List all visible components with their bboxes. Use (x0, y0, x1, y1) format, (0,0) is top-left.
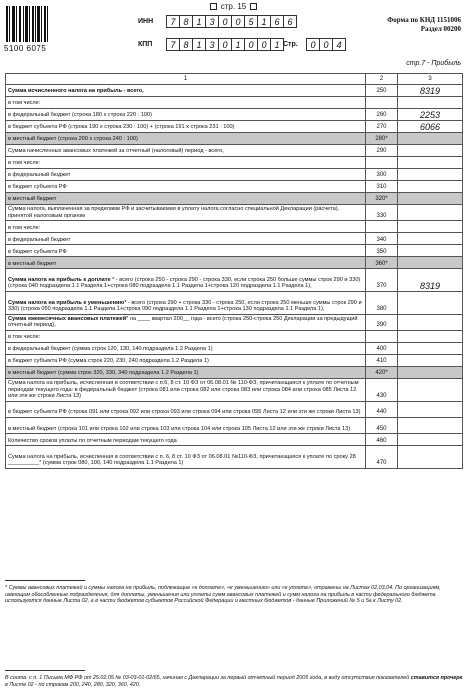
row-value (398, 342, 463, 354)
kpp-digit: 0 (218, 38, 232, 51)
row-description: в федеральный бюджет (6, 169, 366, 181)
table-row (6, 85, 463, 97)
row-code: 400 (366, 342, 398, 354)
row-code: 390 (366, 314, 398, 330)
row-code: 360* (366, 257, 398, 269)
inn-digit: 3 (205, 15, 219, 28)
row-code: 300 (366, 169, 398, 181)
kpp-label: КПП (138, 41, 153, 48)
row-value (398, 401, 463, 417)
row-description: в федеральный бюджет (сумма строк 120, 130, 140 подраздела 1.2 Раздела 1) (6, 342, 366, 354)
table-row (6, 342, 463, 354)
table-row (6, 378, 463, 401)
row-description: в том числе: (6, 221, 366, 233)
row-code: 430 (366, 378, 398, 401)
str-cells (306, 38, 345, 51)
row-description: в бюджет субъекта РФ (строка 190 х строка 230 : 100) + (строка 191 х строка 231 : 100) (6, 121, 366, 133)
kpp-digit: 3 (205, 38, 219, 51)
row-description: в местный бюджет (строка 200 х строка 240 : 100) (6, 133, 366, 145)
row-value (398, 257, 463, 269)
table-row (6, 245, 463, 257)
footnote-1: * Суммы авансовых платежей и суммы налога на прибыль, подлежащие «к доплате», «к уменьшению» или «к уплате», отражены на Листах 02,03,04. По организациям, имеющим обособленные подразделения, для доплаты, уменьшения или уплаты сумм авансовых платежей и сумм налога на прибыль в части федерального бюджета используются данные Листа 02, а в части бюджетов субъектов Российской Федерации и местных бюджетов - данные Приложений № 5 и 5а к Листу 02. (5, 585, 441, 604)
row-description: в местный бюджет (сумма строк 320, 330, 340 подраздела 1.2 Раздела 1) (6, 366, 366, 378)
row-value (398, 378, 463, 401)
kpp-digit: 0 (244, 38, 258, 51)
table-row (6, 291, 463, 314)
row-value (398, 314, 463, 330)
row-value: 8319 (398, 85, 463, 97)
row-value (398, 221, 463, 233)
table-row (6, 109, 463, 121)
row-description: в бюджет субъекта РФ (6, 245, 366, 257)
kpp-cells (166, 38, 283, 51)
table-row (6, 233, 463, 245)
row-code (366, 157, 398, 169)
sheet-label: стр.7 - Прибыль (406, 60, 461, 67)
row-code: 420* (366, 366, 398, 378)
inn-label: ИНН (138, 18, 154, 25)
row-code: 330 (366, 205, 398, 221)
row-code: 470 (366, 446, 398, 469)
table-row (6, 221, 463, 233)
inn-cells (166, 15, 296, 28)
row-value: 2253 (398, 109, 463, 121)
row-code: 370 (366, 269, 398, 292)
page-marker-right (250, 3, 257, 10)
barcode-image (6, 6, 48, 42)
table-row (6, 121, 463, 133)
table-header-row (6, 74, 463, 85)
inn-digit: 6 (283, 15, 297, 28)
row-description: в том числе: (6, 157, 366, 169)
table-row (6, 269, 463, 292)
row-code: 410 (366, 354, 398, 366)
table-row (6, 446, 463, 469)
row-value (398, 434, 463, 446)
kpp-digit: 8 (179, 38, 193, 51)
row-code: 380 (366, 291, 398, 314)
table-row (6, 205, 463, 221)
row-description: Количество сроков уплаты по отчетным периодам текущего года (6, 434, 366, 446)
row-description: Сумма налога на прибыль к доплате * - всего (строка 250 - строка 290 - строка 330, если строка 250 больше суммы строк 290 и 330) (строка 040 подраздела 1.1 Раздела 1+строка 080 подраздела 1.1 Раздела 1+строка 120 подраздела 1.1 Раздела 1), (6, 269, 366, 292)
table-row (6, 97, 463, 109)
footnote-divider (5, 580, 85, 581)
row-description: Сумма налога, выплаченная за пределами РФ и засчитываемая в уплату налога согласно специальной Декларации (расчета), принятой налоговым органом (6, 205, 366, 221)
table-row (6, 181, 463, 193)
row-value (398, 417, 463, 433)
row-value (398, 157, 463, 169)
inn-digit: 1 (192, 15, 206, 28)
table-row (6, 133, 463, 145)
col-header-3: 3 (398, 74, 463, 85)
table-row (6, 157, 463, 169)
str-label: Стр. (283, 41, 298, 48)
tax-table (5, 73, 463, 469)
kpp-digit: 1 (270, 38, 284, 51)
table-row (6, 193, 463, 205)
row-value (398, 205, 463, 221)
row-value (398, 446, 463, 469)
kpp-digit: 0 (257, 38, 271, 51)
inn-digit: 8 (179, 15, 193, 28)
row-code: 350 (366, 245, 398, 257)
row-code: 440 (366, 401, 398, 417)
row-value (398, 181, 463, 193)
row-value (398, 169, 463, 181)
row-code: 340 (366, 233, 398, 245)
row-description: в местный бюджет (6, 257, 366, 269)
row-code (366, 221, 398, 233)
row-code: 270 (366, 121, 398, 133)
kpp-digit: 7 (166, 38, 180, 51)
footnote-2: В соотв. с п. 1 Письма МФ РФ от 25.02.05 № 03-03-01-02/65, начиная с Декларации за первый отчетный период 2005 года, в виду отсутствия показателей ставится прочерк в Листе 02 - по строкам 200, 240, 280, 320, 360, 420. (5, 675, 463, 688)
table-row (6, 417, 463, 433)
row-value (398, 366, 463, 378)
row-description: в федеральный бюджет (строка 180 х строка 220 : 100) (6, 109, 366, 121)
footnote-divider-2 (5, 670, 85, 671)
col-header-1: 1 (6, 74, 366, 85)
row-code: 460 (366, 434, 398, 446)
row-code (366, 330, 398, 342)
row-value (398, 245, 463, 257)
table-row (6, 145, 463, 157)
row-description: Сумма ежемесячных авансовых платежей* на ____ квартал 200__ года - всего (строка 250-строка 250 Декларации за предыдущий отчетный период), (6, 314, 366, 330)
row-value (398, 330, 463, 342)
row-code (366, 97, 398, 109)
form-header (387, 16, 461, 34)
page-label: стр. (220, 2, 236, 11)
row-description: Сумма исчисленного налога на прибыль - всего, (6, 85, 366, 97)
inn-digit: 7 (166, 15, 180, 28)
table-row (6, 257, 463, 269)
row-description: в бюджет субъекта РФ (строка 091 или строка 092 или строка 093 или строка 094 или строка 095 Листа 12 или эти же строки Листа 13) (6, 401, 366, 417)
row-value: 6066 (398, 121, 463, 133)
row-description: в том числе: (6, 97, 366, 109)
row-value (398, 233, 463, 245)
row-code: 320* (366, 193, 398, 205)
kpp-digit: 1 (192, 38, 206, 51)
row-value (398, 145, 463, 157)
kpp-digit: 1 (231, 38, 245, 51)
inn-digit: 0 (231, 15, 245, 28)
inn-digit: 6 (270, 15, 284, 28)
row-description: Сумма налога на прибыль, исчисленная в соответствии с п.6, 8 ст. 10 ФЗ от 06.08.01 № 110-ФЗ, причитающаяся к уплате по отчетным периодам текущего года: в федеральный бюджет (строка 081 или строка 082 или строка 083 или строка 084 или строка 085 Листа 12 или эти же строки Листа 13) (6, 378, 366, 401)
row-description: Сумма налога на прибыль к уменьшению* - всего (строка 290 + строка 330 - строка 250, если строка 250 меньше суммы строк 290 и 330) (строка 050 подраздела 1.1 Раздела 1+строка 090 подраздела 1.1 Раздела 1+строка 130 подраздела 1.1 Раздела 1), (6, 291, 366, 314)
row-value (398, 133, 463, 145)
row-value (398, 291, 463, 314)
row-description: в бюджет субъекта РФ (6, 181, 366, 193)
page-value: 15 (237, 2, 247, 11)
table-row (6, 401, 463, 417)
row-description: Сумма налога на прибыль, исчисленная в соответствии с п. 6, 8 ст. 10 ФЗ от 06.08.01 №110-ФЗ, причитающаяся к уплате по сроку 28 __________* (сумма строк 080, 100, 140 подраздела 1.1 Раздела 1) (6, 446, 366, 469)
table-row (6, 366, 463, 378)
row-description: в местный бюджет (строка 101 или строка 102 или строка 103 или строка 104 или строка 105 Листа 12 или эти же строки Листа 13) (6, 417, 366, 433)
row-code: 310 (366, 181, 398, 193)
table-row (6, 314, 463, 330)
row-value (398, 97, 463, 109)
barcode-number: 5100 6075 (4, 44, 47, 53)
str-digit: 0 (306, 38, 320, 51)
row-value (398, 354, 463, 366)
row-code: 290 (366, 145, 398, 157)
inn-digit: 5 (244, 15, 258, 28)
table-row (6, 330, 463, 342)
col-header-2: 2 (366, 74, 398, 85)
row-code: 280* (366, 133, 398, 145)
str-digit: 0 (319, 38, 333, 51)
row-description: в федеральный бюджет (6, 233, 366, 245)
row-description: Сумма начисленных авансовых платежей за отчетный (налоговый) период - всего, (6, 145, 366, 157)
row-code: 250 (366, 85, 398, 97)
row-value: 8319 (398, 269, 463, 292)
inn-digit: 1 (257, 15, 271, 28)
table-row (6, 169, 463, 181)
row-description: в местный бюджет (6, 193, 366, 205)
row-value (398, 193, 463, 205)
page-marker-left (210, 3, 217, 10)
row-code: 260 (366, 109, 398, 121)
row-description: в том числе: (6, 330, 366, 342)
inn-digit: 0 (218, 15, 232, 28)
table-row (6, 354, 463, 366)
str-digit: 4 (332, 38, 346, 51)
form-title: Форма по КНД 1151006 (387, 16, 461, 24)
table-row (6, 434, 463, 446)
form-section: Раздел 00200 (420, 25, 461, 33)
page-number (0, 2, 467, 11)
row-code: 450 (366, 417, 398, 433)
row-description: в бюджет субъекта РФ (сумма строк 220, 230, 240 подраздела 1.2 Раздела 1) (6, 354, 366, 366)
